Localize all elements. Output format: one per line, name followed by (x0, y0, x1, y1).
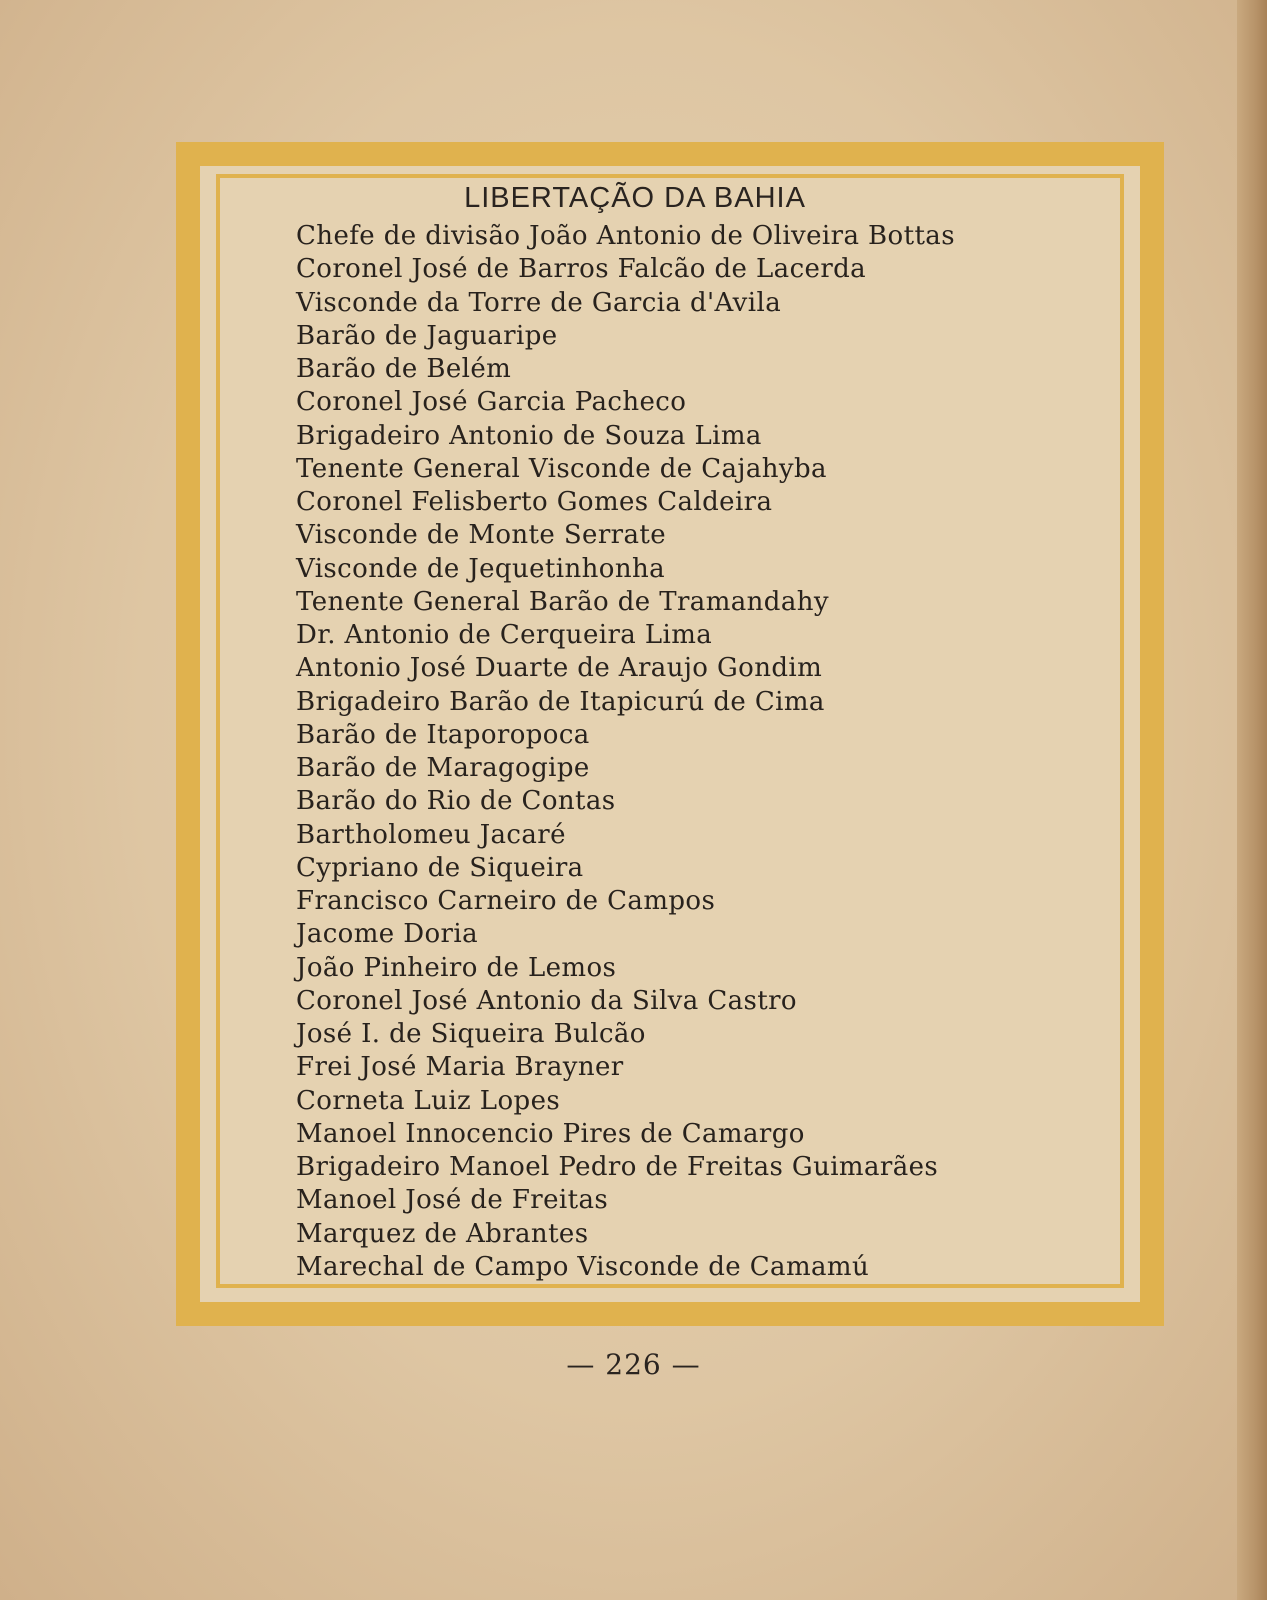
list-item: Antonio José Duarte de Araujo Gondim (296, 653, 823, 684)
list-item: Chefe de divisão João Antonio de Oliveira Bottas (296, 221, 955, 251)
list-item: Barão de Jaguaripe (296, 320, 558, 351)
list-item: Manoel Innocencio Pires de Camargo (296, 1118, 805, 1149)
list-item: Marquez de Abrantes (296, 1218, 589, 1249)
list-item: Marechal de Campo Visconde de Camamú (296, 1251, 870, 1282)
list-item: Barão de Itaporoроса (296, 719, 590, 750)
list-item: Coronel José Garcia Pacheco (296, 387, 687, 418)
list-item: Jacome Doria (296, 919, 478, 950)
list-item: Cypriano de Siqueira (296, 852, 584, 883)
list-item: Visconde da Torre de Garcia d'Avila (296, 287, 782, 318)
list-item: José I. de Siqueira Bulcão (296, 1019, 646, 1049)
list-item: Dr. Antonio de Cerqueira Lima (296, 620, 713, 650)
list-item: João Pinheiro de Lemos (296, 952, 617, 983)
list-item: Brigadeiro Barão de Itapicurú de Cima (296, 686, 825, 717)
page-number: — 226 — (566, 1348, 701, 1381)
list-item: Brigadeiro Antonio de Souza Lima (296, 420, 762, 451)
list-item: Barão do Rio de Contas (296, 786, 616, 817)
list-item: Tenente General Visconde de Cajahyba (296, 453, 827, 484)
list-item: Frei José Maria Brayner (296, 1052, 624, 1083)
list-item: Coronel Felisberto Gomes Caldeira (296, 487, 773, 517)
list-item: Barão de Belém (296, 354, 512, 384)
list-item: Bartholomeu Jacaré (296, 819, 566, 850)
list-item: Visconde de Jequetinhonha (296, 553, 666, 584)
list-item: Manoel José de Freitas (296, 1185, 609, 1216)
list-panel (200, 176, 1110, 1296)
page-title: LIBERTAÇÃO DA BAHIA (464, 182, 806, 214)
list-item: Barão de Maragogipe (296, 753, 590, 783)
list-item: Coronel José de Barros Falcão de Lacerda (296, 254, 867, 285)
list-item: Coronel José Antonio da Silva Castro (296, 985, 797, 1016)
names-list (296, 220, 955, 1284)
list-item: Visconde de Monte Serrate (296, 520, 667, 551)
list-item: Corneta Luiz Lopes (296, 1085, 561, 1116)
list-item: Francisco Carneiro de Campos (296, 886, 716, 916)
list-item: Brigadeiro Manoel Pedro de Freitas Guimarães (296, 1152, 939, 1182)
list-item: Tenente General Barão de Tramandahy (296, 586, 829, 617)
